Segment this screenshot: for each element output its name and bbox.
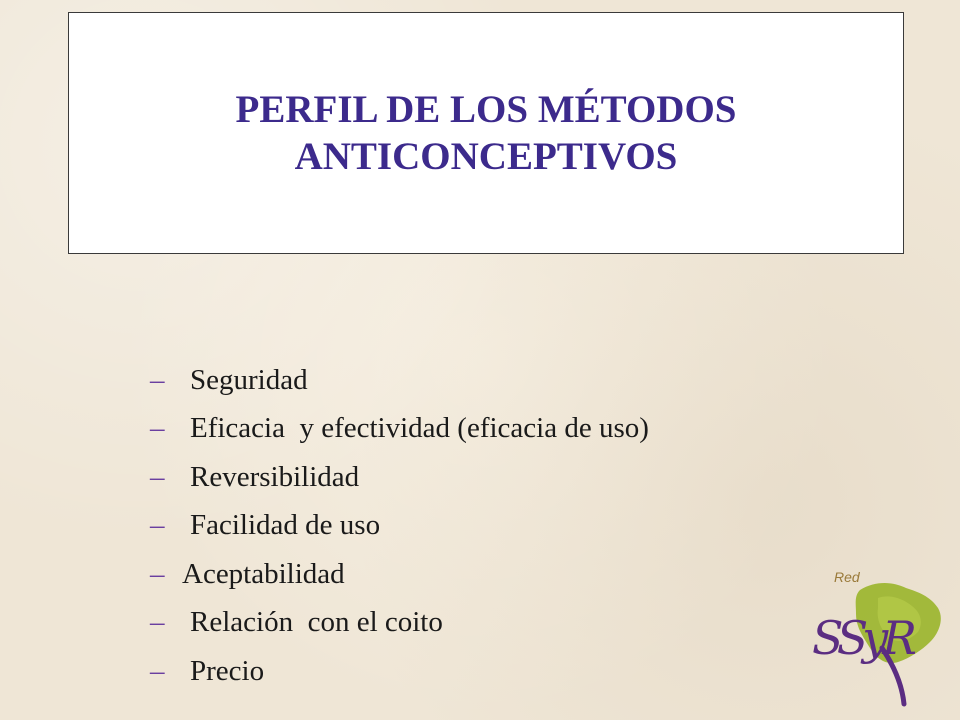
bullet-text: Aceptabilidad xyxy=(182,557,345,590)
bullet-list xyxy=(150,356,649,696)
title-line-2: ANTICONCEPTIVOS xyxy=(294,135,678,178)
logo-red-text: Red xyxy=(834,569,860,585)
bullet-item xyxy=(150,405,649,454)
bullet-text: Relación con el coito xyxy=(190,606,443,639)
bullet-dash: – xyxy=(150,412,165,445)
bullet-dash: – xyxy=(150,606,165,639)
bullet-text: Reversibilidad xyxy=(190,460,360,493)
bullet-item xyxy=(150,599,649,648)
bullet-item xyxy=(150,356,649,405)
red-ssyr-logo-icon xyxy=(798,562,948,712)
bullet-text: Precio xyxy=(190,654,265,687)
bullet-dash: – xyxy=(150,460,165,493)
title-line-1: PERFIL DE LOS MÉTODOS xyxy=(235,88,737,131)
title-box xyxy=(68,12,904,254)
slide-title xyxy=(236,86,737,180)
bullet-text: Eficacia y efectividad (eficacia de uso) xyxy=(190,412,649,445)
bullet-item xyxy=(150,647,649,696)
bullet-dash: – xyxy=(150,509,165,542)
bullet-text: Facilidad de uso xyxy=(190,509,381,542)
bullet-dash: – xyxy=(150,557,165,590)
bullet-dash: – xyxy=(150,654,165,687)
bullet-item xyxy=(150,453,649,502)
bullet-item xyxy=(150,502,649,551)
logo-ssyr-text: SSyR xyxy=(812,611,911,665)
bullet-text: Seguridad xyxy=(190,363,308,396)
bullet-item xyxy=(150,550,649,599)
bullet-dash: – xyxy=(150,363,165,396)
